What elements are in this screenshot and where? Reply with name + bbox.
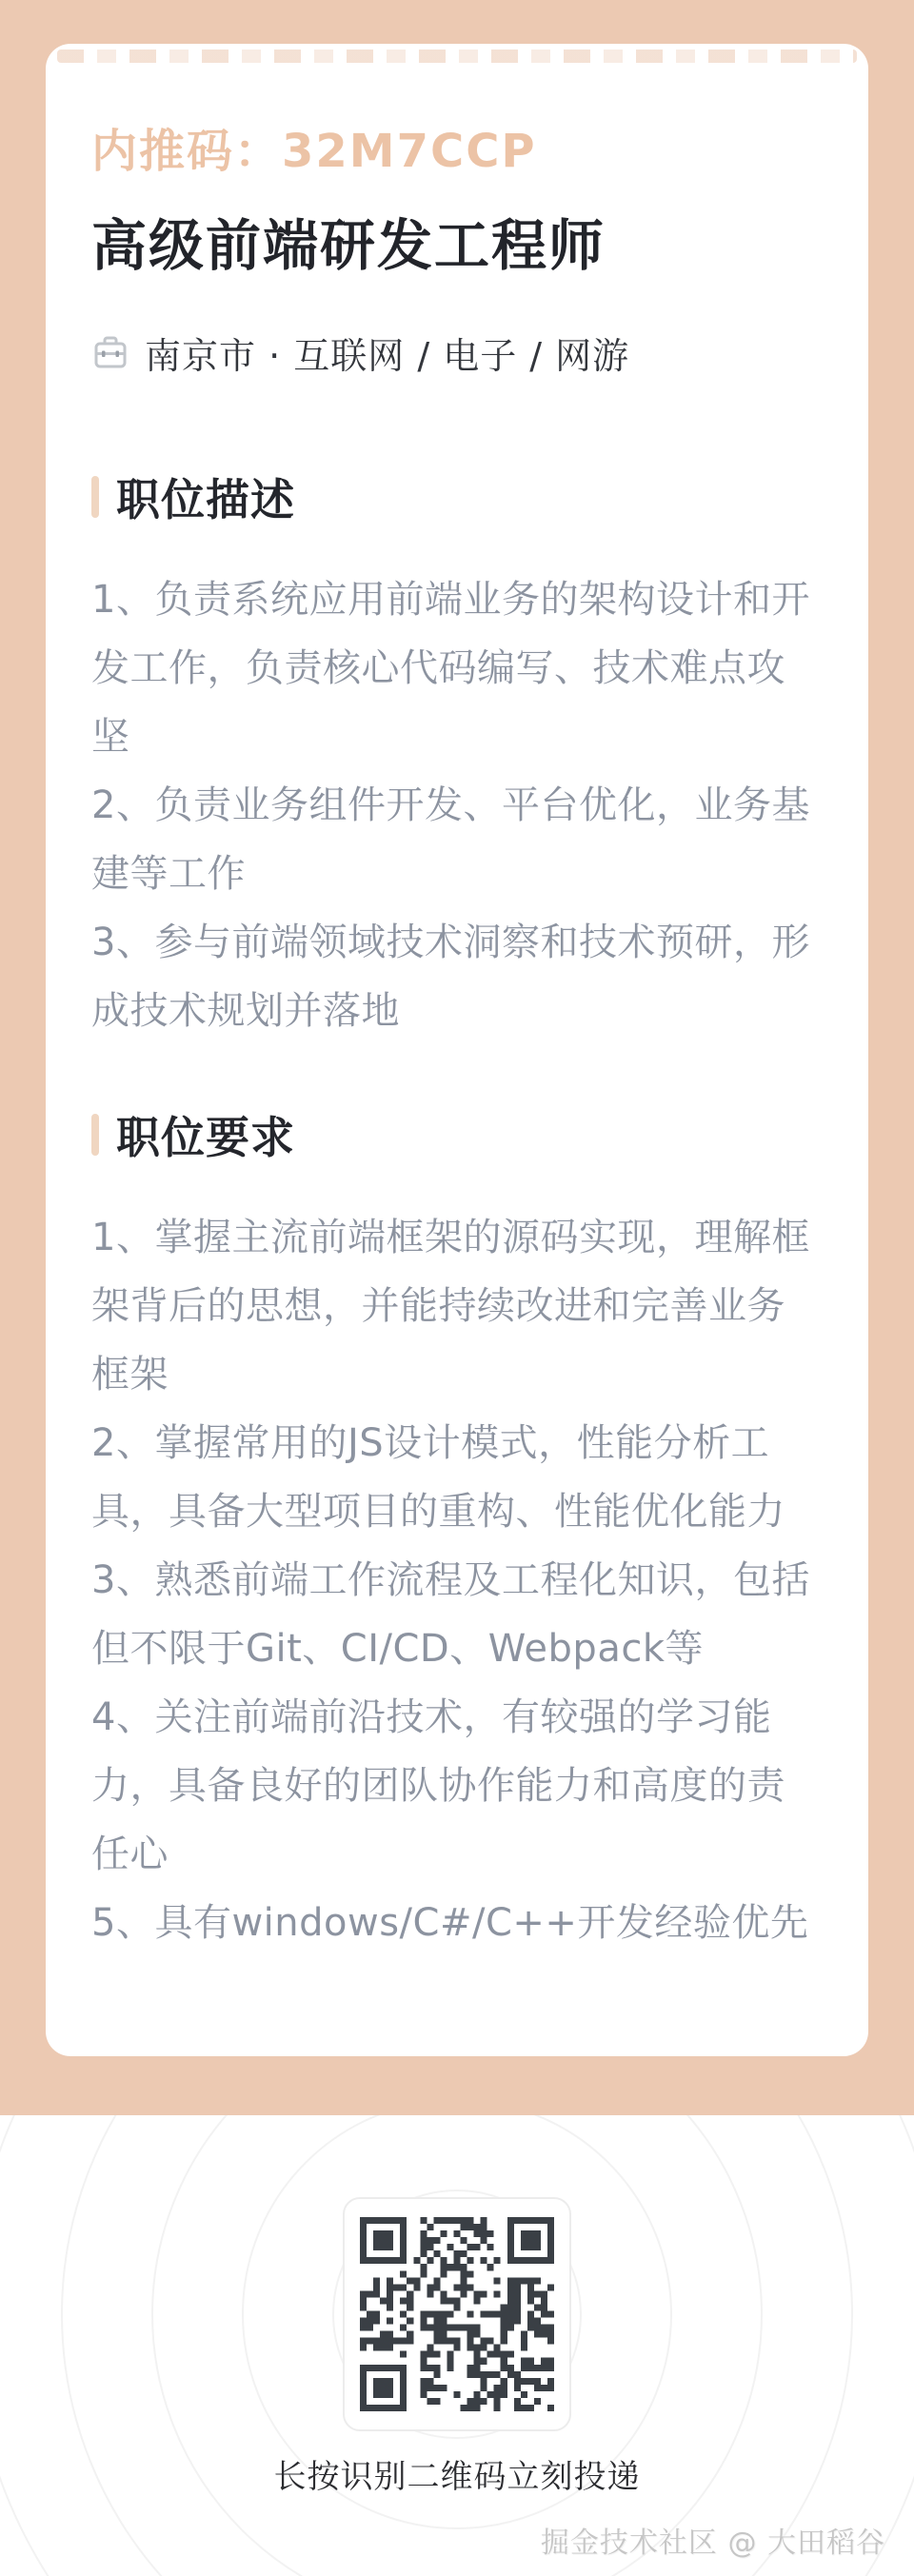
- card-top-dash-pattern: [57, 50, 857, 63]
- section-body: [91, 1203, 823, 1957]
- section-marker-bar: [91, 476, 99, 518]
- section-title: 职位要求: [116, 1111, 295, 1163]
- qr-card[interactable]: [343, 2197, 571, 2431]
- location-text: 南京市 · 互联网 / 电子 / 网游: [145, 334, 630, 377]
- section-job-description: [91, 474, 823, 1045]
- section-job-requirements: [91, 1112, 823, 1957]
- job-requirement-item: 4、关注前端前沿技术，有较强的学习能力，具备良好的团队协作能力和高度的责任心: [91, 1694, 785, 1876]
- section-header: [91, 1111, 823, 1163]
- job-requirement-item: 2、掌握常用的JS设计模式，性能分析工具，具备大型项目的重构、性能优化能力: [91, 1420, 785, 1534]
- job-requirement-item: 5、具有windows/C#/C++开发经验优先: [91, 1900, 809, 1945]
- job-card: [46, 44, 868, 2056]
- job-description-item: 1、负责系统应用前端业务的架构设计和开发工作，负责核心代码编写、技术难点攻坚: [91, 577, 810, 759]
- job-requirement-item: 1、掌握主流前端框架的源码实现，理解框架背后的思想，并能持续改进和完善业务框架: [91, 1215, 810, 1397]
- section-body: [91, 565, 823, 1045]
- section-title: 职位描述: [116, 473, 295, 525]
- referral-code: 内推码：32M7CCP: [91, 125, 537, 178]
- section-marker-bar: [91, 1114, 99, 1156]
- job-description-item: 3、参与前端领域技术洞察和技术预研，形成技术规划并落地: [91, 920, 810, 1033]
- job-title: 高级前端研发工程师: [91, 213, 606, 279]
- location-row: [91, 327, 823, 379]
- briefcase-icon: [91, 333, 129, 371]
- job-description-item: 2、负责业务组件开发、平台优化，业务基建等工作: [91, 783, 810, 896]
- qr-caption: 长按识别二维码立刻投递: [273, 2458, 641, 2496]
- watermark-text: 掘金技术社区 @ 大田稻谷: [540, 2526, 885, 2560]
- job-requirement-item: 3、熟悉前端工作流程及工程化知识，包括但不限于Git、CI/CD、Webpack等: [91, 1557, 810, 1671]
- qr-code: [360, 2217, 554, 2411]
- qr-footer-section: [0, 2115, 914, 2576]
- section-header: [91, 473, 823, 525]
